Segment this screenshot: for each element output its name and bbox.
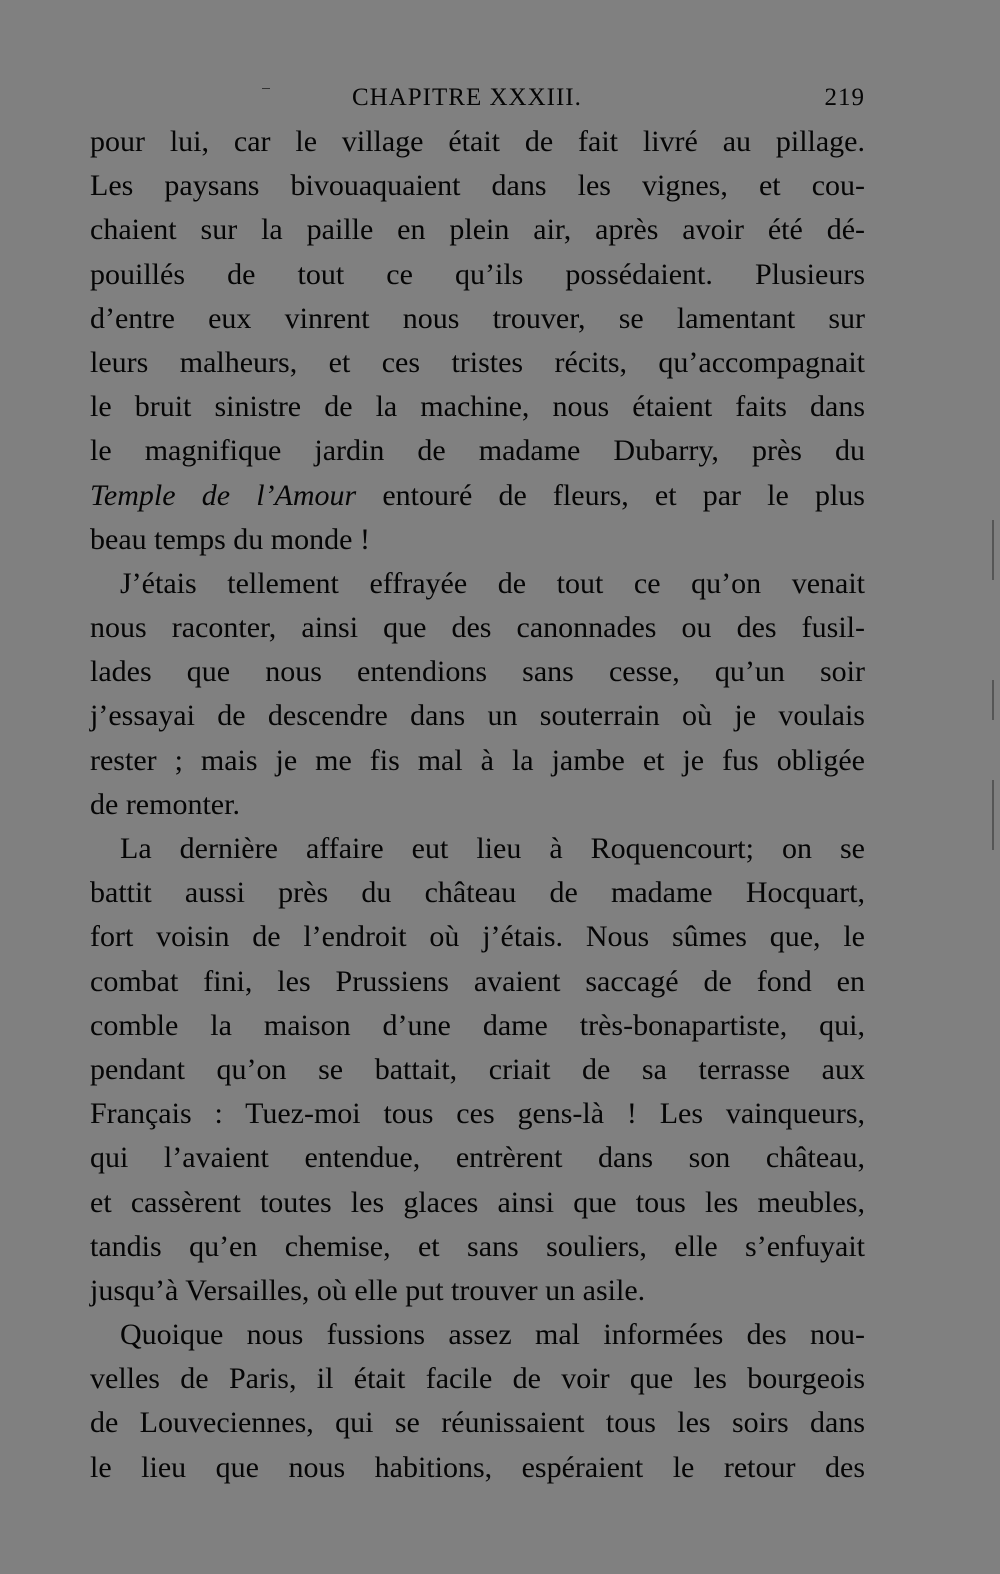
line-text: combat fini, les Prussiens avaient saccagé de fond en	[90, 964, 865, 998]
text-line	[90, 827, 865, 871]
text-line	[90, 208, 865, 252]
text-line	[90, 1357, 865, 1401]
line-text: nous raconter, ainsi que des canonnades ou des fusil-	[90, 611, 865, 645]
line-text: Français : Tuez-moi tous ces gens-là ! Les vainqueurs,	[90, 1097, 865, 1131]
text-line	[90, 1004, 865, 1048]
text-line	[90, 739, 865, 783]
body-text	[90, 120, 865, 1490]
line-text: velles de Paris, il était facile de voir que les bourgeois	[90, 1362, 865, 1396]
text-line	[90, 518, 865, 562]
text-line	[90, 915, 865, 959]
line-text: battit aussi près du château de madame Hocquart,	[90, 876, 865, 910]
line-text: beau temps du monde !	[90, 522, 370, 556]
line-text: entouré de fleurs, et par le plus	[356, 478, 865, 512]
line-text: et cassèrent toutes les glaces ainsi que tous les meubles,	[90, 1185, 865, 1219]
page-number: 219	[824, 84, 865, 111]
line-text: de Louveciennes, qui se réunissaient tous les soirs dans	[90, 1406, 865, 1440]
text-line	[90, 429, 865, 473]
text-line	[90, 1092, 865, 1136]
chapter-title: CHAPITRE XXXIII.	[352, 84, 582, 111]
text-line	[90, 606, 865, 650]
line-text: fort voisin de l’endroit où j’étais. Nous sûmes que, le	[90, 920, 865, 954]
text-line	[90, 1181, 865, 1225]
line-text: J’étais tellement effrayée de tout ce qu’on venait	[120, 566, 865, 600]
text-line	[90, 120, 865, 164]
text-line	[90, 960, 865, 1004]
line-text: le magnifique jardin de madame Dubarry, près du	[90, 434, 865, 468]
text-line	[90, 341, 865, 385]
line-text: pouillés de tout ce qu’ils possédaient. Plusieurs	[90, 257, 865, 291]
text-line	[90, 164, 865, 208]
line-text: leurs malheurs, et ces tristes récits, qu’accompagnait	[90, 345, 865, 379]
line-text: Quoique nous fussions assez mal informées des nou-	[120, 1318, 865, 1352]
text-line	[90, 1269, 865, 1313]
text-line	[90, 783, 865, 827]
line-text: rester ; mais je me fis mal à la jambe et je fus obligée	[90, 743, 865, 777]
line-text: tandis qu’en chemise, et sans souliers, elle s’enfuyait	[90, 1229, 865, 1263]
line-text: comble la maison d’une dame très-bonapartiste, qui,	[90, 1008, 865, 1042]
scan-edge-mark	[992, 680, 994, 720]
line-text: La dernière affaire eut lieu à Roquencourt; on se	[120, 832, 865, 865]
text-line	[90, 1401, 865, 1445]
text-line	[90, 650, 865, 694]
text-line	[90, 871, 865, 915]
text-line	[90, 297, 865, 341]
line-text: jusqu’à Versailles, où elle put trouver un asile.	[90, 1273, 646, 1307]
line-text: le bruit sinistre de la machine, nous étaient faits dans	[90, 390, 865, 424]
text-line	[90, 1446, 865, 1490]
text-line	[90, 562, 865, 606]
text-line	[90, 253, 865, 297]
line-text: qui l’avaient entendue, entrèrent dans son château,	[90, 1141, 865, 1175]
running-head	[90, 78, 865, 120]
line-text: lades que nous entendions sans cesse, qu’un soir	[90, 655, 865, 689]
text-line	[90, 1313, 865, 1357]
line-text: le lieu que nous habitions, espéraient le retour des	[90, 1450, 865, 1484]
scan-edge-mark	[992, 520, 994, 580]
line-text: Les paysans bivouaquaient dans les vignes, et cou-	[90, 169, 865, 203]
line-text: chaient sur la paille en plein air, après avoir été dé-	[90, 213, 865, 247]
text-line	[90, 1225, 865, 1269]
scan-edge-mark	[992, 780, 994, 850]
line-text: pendant qu’on se battait, criait de sa terrasse aux	[90, 1052, 865, 1086]
text-line	[90, 474, 865, 518]
line-text: pour lui, car le village était de fait livré au pillage.	[90, 125, 865, 158]
text-line	[90, 385, 865, 429]
book-page	[90, 78, 865, 1490]
italic-phrase: Temple de l’Amour	[90, 478, 357, 512]
text-line	[90, 1136, 865, 1180]
text-line	[90, 1048, 865, 1092]
line-text: de remonter.	[90, 787, 240, 821]
line-text: d’entre eux vinrent nous trouver, se lamentant sur	[90, 301, 865, 335]
text-line	[90, 694, 865, 738]
line-text: j’essayai de descendre dans un souterrain où je voulais	[90, 699, 865, 733]
